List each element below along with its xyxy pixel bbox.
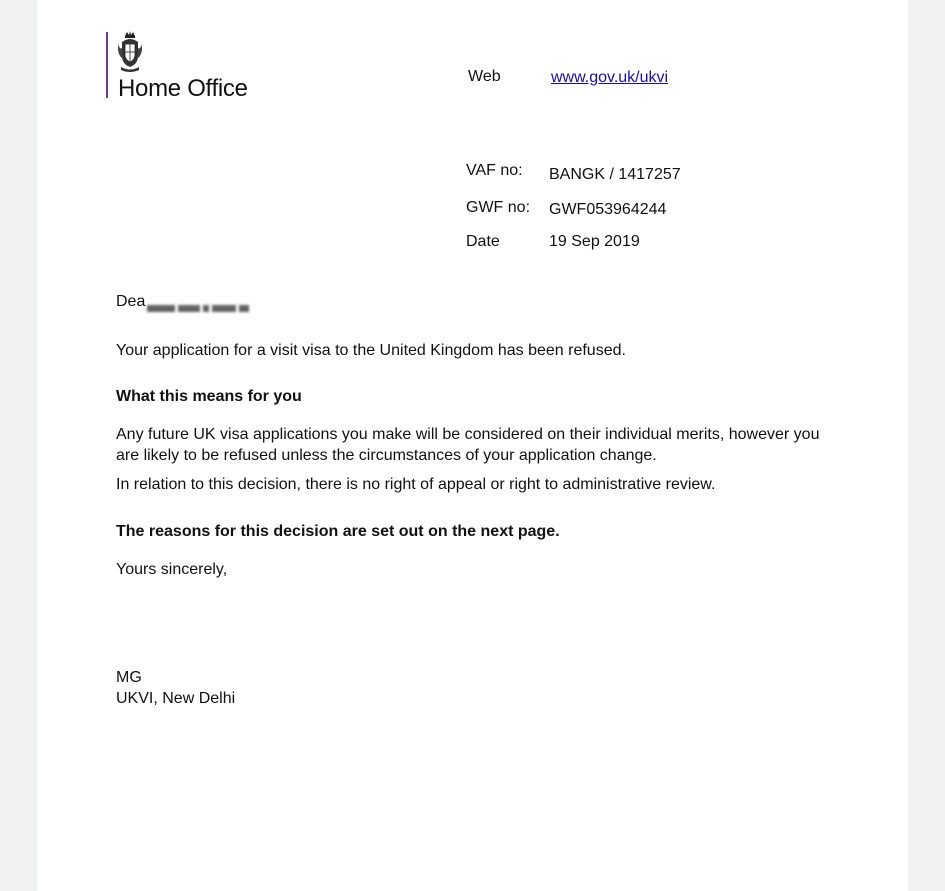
web-label: Web xyxy=(468,68,501,85)
date-label: Date xyxy=(466,233,500,250)
org-name: Home Office xyxy=(118,75,248,102)
web-link[interactable]: www.gov.uk/ukvi xyxy=(551,69,669,86)
future-applications-line-2: are likely to be refused unless the circumstances of your application change. xyxy=(116,447,657,464)
logo-bar xyxy=(106,32,108,98)
future-applications-line-1: Any future UK visa applications you make will be considered on their individual merits, however you xyxy=(116,426,820,443)
salutation-text: Dea xyxy=(116,293,146,310)
office: UKVI, New Delhi xyxy=(116,690,236,707)
royal-coat-of-arms-icon xyxy=(117,30,143,72)
gwf-value: GWF053964244 xyxy=(549,201,667,218)
section-heading: What this means for you xyxy=(116,388,302,405)
vaf-value: BANGK / 1417257 xyxy=(549,166,681,183)
reasons-statement: The reasons for this decision are set out on the next page. xyxy=(116,523,560,540)
vaf-label: VAF no: xyxy=(466,162,523,179)
signatory: MG xyxy=(116,669,142,686)
closing: Yours sincerely, xyxy=(116,561,228,578)
gwf-label: GWF no: xyxy=(466,199,531,216)
date-value: 19 Sep 2019 xyxy=(549,233,640,250)
refusal-statement: Your application for a visit visa to the United Kingdom has been refused. xyxy=(116,342,626,359)
salutation xyxy=(116,291,252,312)
letter-page xyxy=(37,0,908,891)
appeal-statement: In relation to this decision, there is no right of appeal or right to administrative review. xyxy=(116,476,716,493)
home-office-logo xyxy=(106,30,276,102)
redacted-name xyxy=(147,297,252,306)
